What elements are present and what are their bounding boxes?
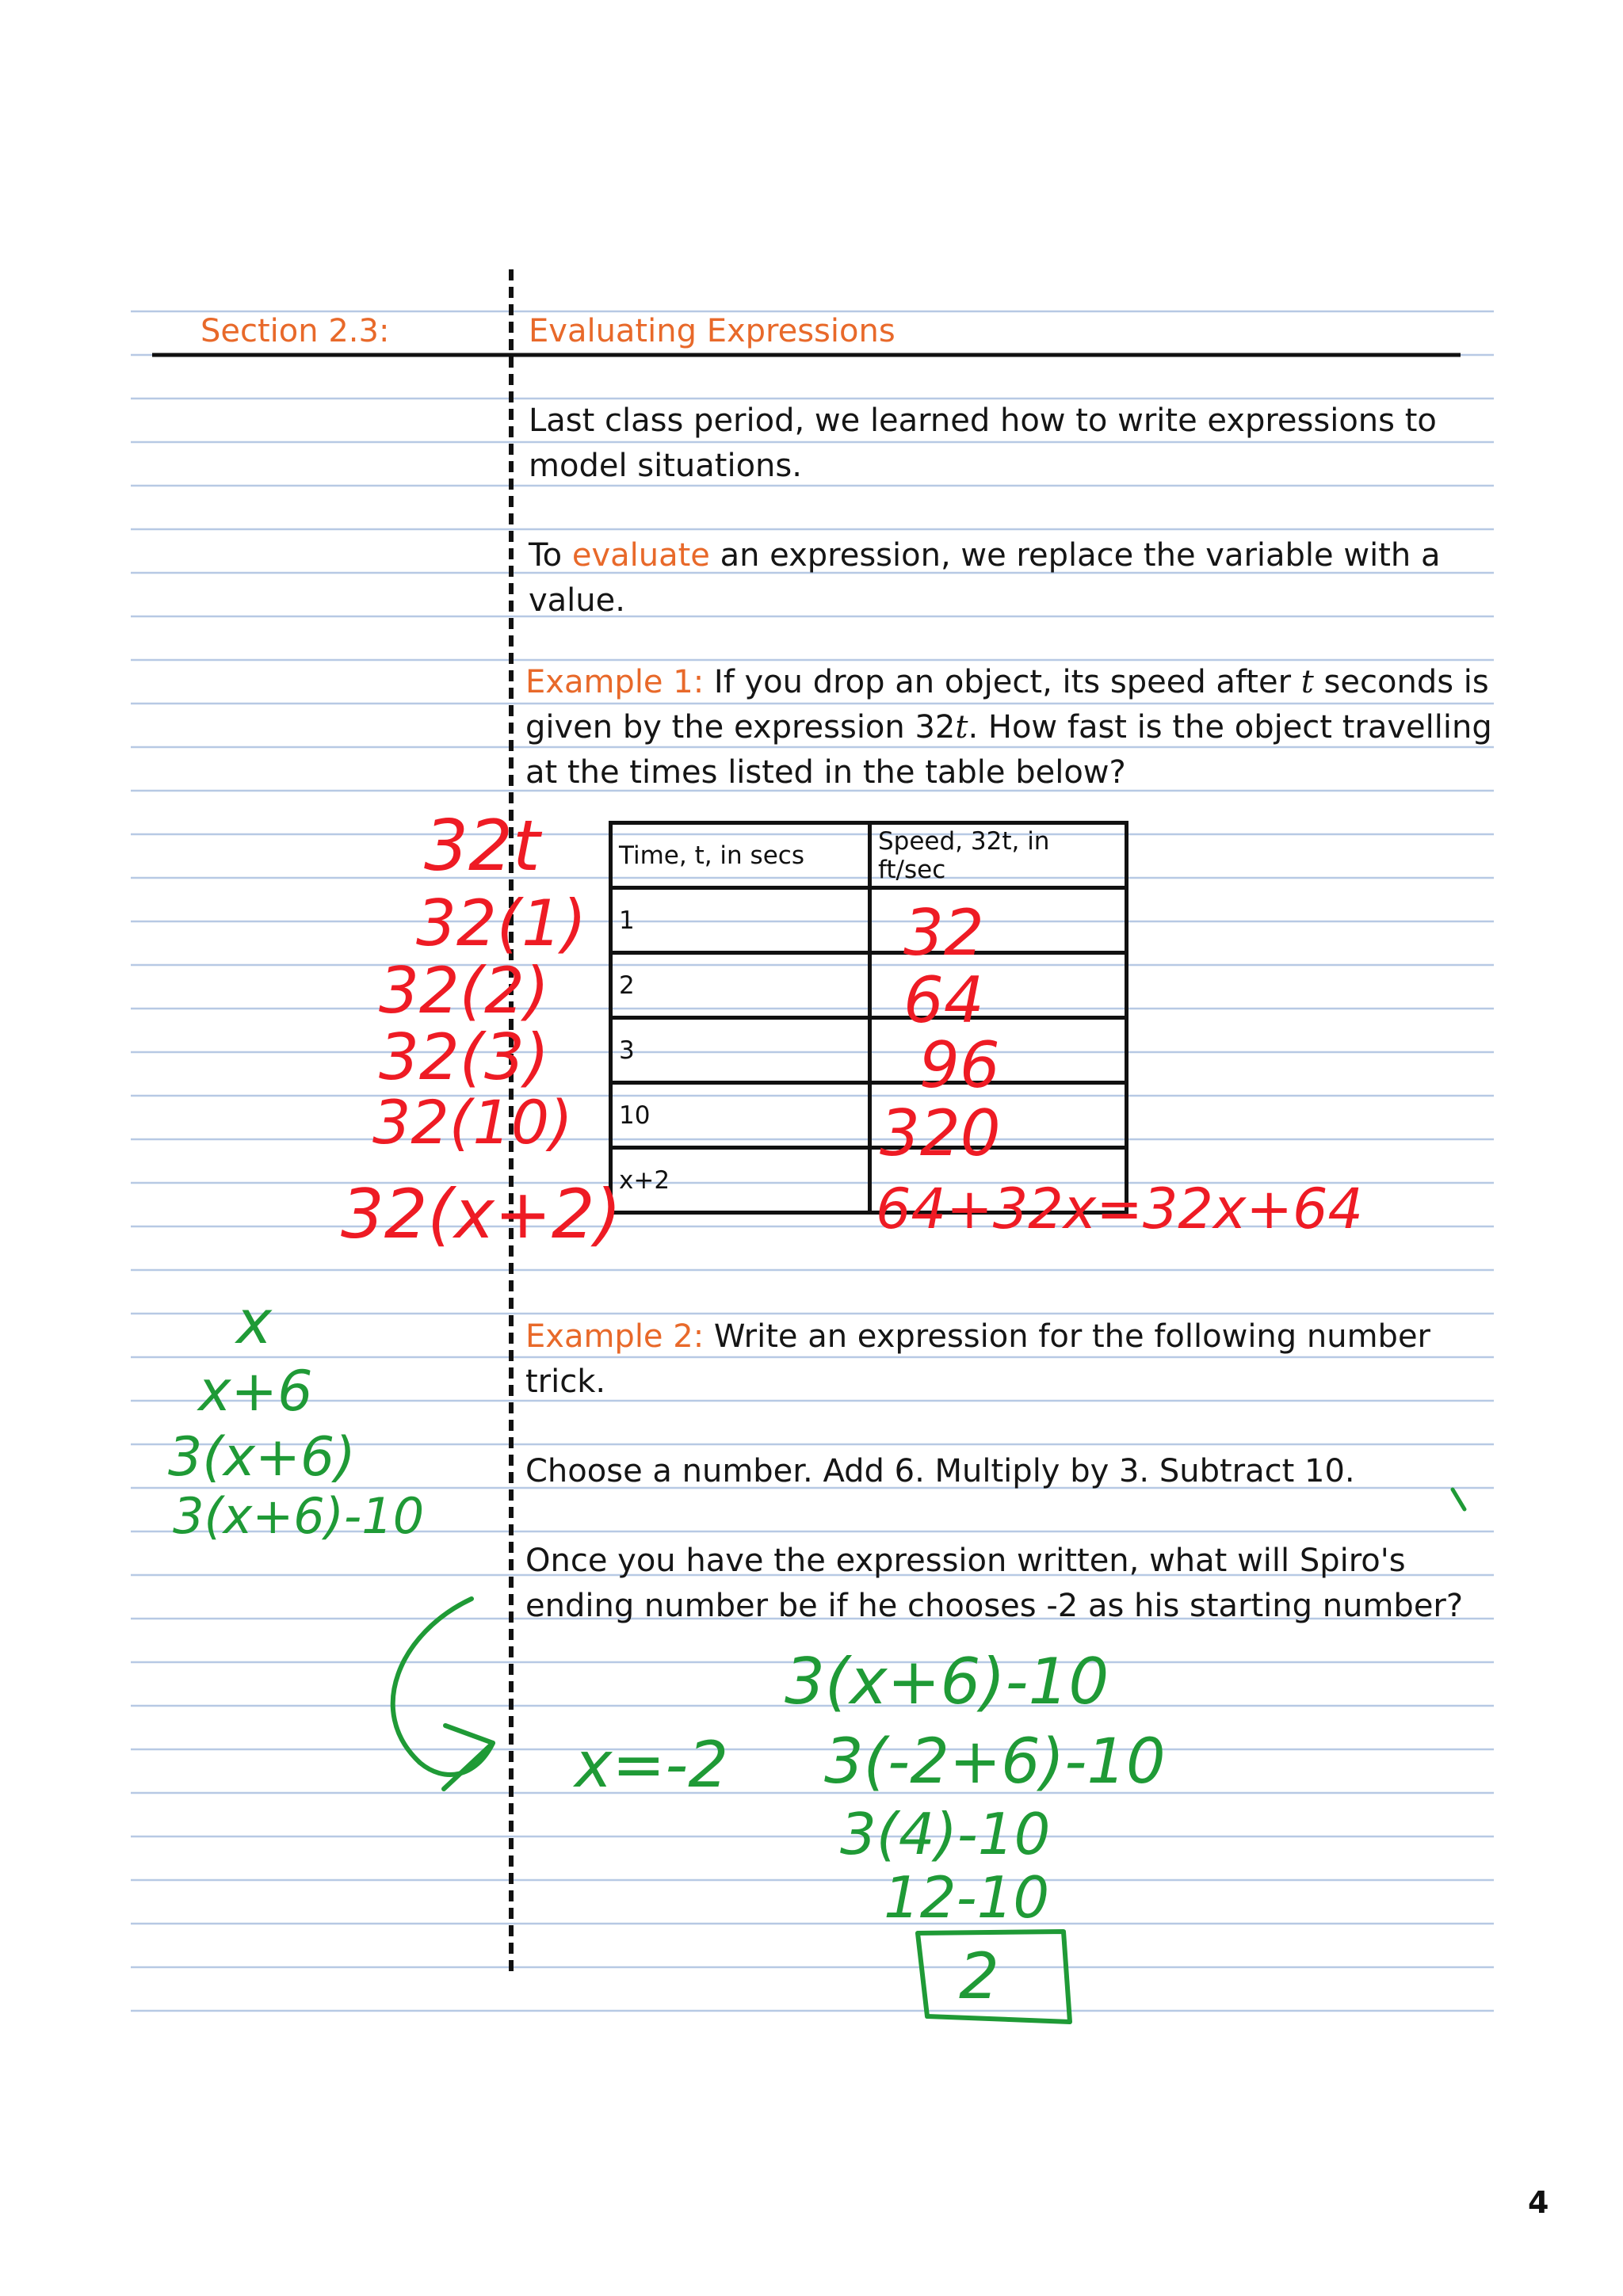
- def-prefix: To: [529, 537, 572, 574]
- red-work-line: 32t: [424, 805, 540, 887]
- red-answer: 96: [919, 1028, 1000, 1102]
- example1-text-b: seconds is: [1313, 664, 1489, 700]
- green-stray-mark: [1453, 1489, 1465, 1509]
- red-work-line: 32(2): [379, 954, 550, 1028]
- example2-label: Example 2:: [525, 1318, 705, 1355]
- header-time: Time, t, in secs: [611, 823, 870, 888]
- green-step: 3(4)-10: [840, 1801, 1051, 1867]
- header-speed: Speed, 32t, in ft/sec: [870, 823, 1127, 888]
- time-cell: x+2: [611, 1148, 870, 1213]
- example2-line-2: trick.: [525, 1363, 606, 1400]
- evaluate-definition-line-2: value.: [529, 582, 625, 619]
- example1-var-2: t: [955, 709, 968, 746]
- red-answer: 64: [903, 963, 984, 1037]
- example1-text-a: If you drop an object, its speed after: [704, 664, 1301, 700]
- time-cell: 3: [611, 1018, 870, 1083]
- green-substitution: x=-2: [575, 1728, 729, 1802]
- page-number: 4: [1528, 2185, 1549, 2220]
- example2-text: Write an expression for the following number: [704, 1318, 1431, 1355]
- example1-text-d: . How fast is the object travelling: [968, 709, 1492, 746]
- example1-line-3: at the times listed in the table below?: [525, 754, 1126, 791]
- green-work-line: x: [236, 1287, 272, 1357]
- example1-var: t: [1300, 664, 1314, 700]
- green-work-line: 3(x+6): [168, 1426, 356, 1489]
- red-work-line: 32(3): [379, 1020, 550, 1094]
- example2-steps: Choose a number. Add 6. Multiply by 3. Subtract 10.: [525, 1453, 1355, 1489]
- example1-text-c: given by the expression 32: [525, 709, 956, 746]
- red-answer: 320: [880, 1097, 1001, 1170]
- time-cell: 2: [611, 953, 870, 1018]
- green-step: 3(x+6)-10: [785, 1645, 1109, 1718]
- def-term: evaluate: [571, 537, 710, 574]
- green-step: 12-10: [884, 1864, 1050, 1931]
- red-work-line: 32(x+2): [341, 1175, 622, 1254]
- red-work-line: 32(1): [416, 887, 587, 960]
- time-cell: 1: [611, 888, 870, 953]
- section-label: Section 2.3:: [200, 313, 390, 349]
- intro-line-2: model situations.: [529, 448, 802, 484]
- red-answer: 32: [903, 896, 984, 970]
- green-arrow: [393, 1599, 493, 1775]
- section-title: Evaluating Expressions: [529, 313, 896, 349]
- red-answer: 64+32x=32x+64: [876, 1177, 1364, 1241]
- green-work-line: 3(x+6)-10: [173, 1487, 425, 1545]
- example2-question-1: Once you have the expression written, what will Spiro's: [525, 1543, 1406, 1579]
- green-answer: 2: [959, 1939, 999, 2013]
- example2-question-2: ending number be if he chooses -2 as his starting number?: [525, 1588, 1464, 1624]
- time-cell: 10: [611, 1083, 870, 1148]
- green-work-line: x+6: [198, 1359, 313, 1424]
- red-work-line: 32(10): [372, 1087, 573, 1158]
- green-step: 3(-2+6)-10: [824, 1726, 1166, 1798]
- intro-line-1: Last class period, we learned how to write expressions to: [529, 402, 1437, 439]
- example1-label: Example 1:: [525, 664, 705, 700]
- red-ink-work: [341, 805, 1363, 1254]
- def-suffix: an expression, we replace the variable with a: [709, 537, 1441, 574]
- green-ink-work: [168, 1287, 1166, 2013]
